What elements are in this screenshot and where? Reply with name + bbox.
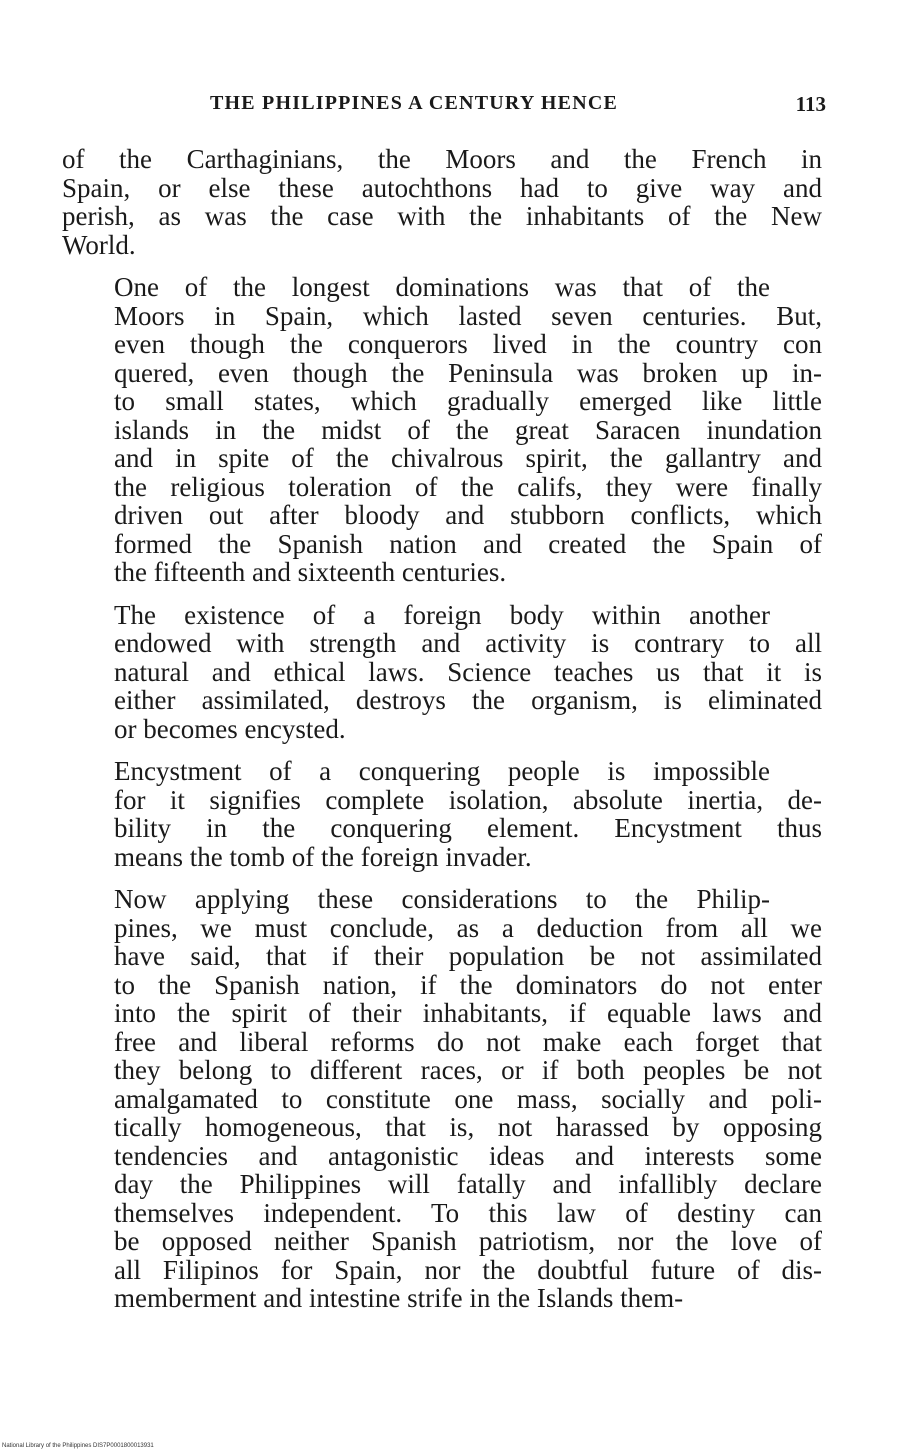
text-line: into the spirit of their inhabitants, if equable laws and (114, 998, 822, 1028)
text-line: perish, as was the case with the inhabitants of the New (62, 201, 822, 231)
text-line: the religious toleration of the califs, they were finally (114, 471, 822, 502)
text-line: Moors in Spain, which lasted seven centuries. But, (114, 300, 822, 331)
text-line: formed the Spanish nation and created the Spain of (114, 528, 822, 559)
text-line: World. (62, 229, 136, 260)
text-line: for it signifies complete isolation, absolute inertia, de- (114, 784, 822, 815)
text-line: to the Spanish nation, if the dominators do not enter (114, 969, 822, 1000)
paragraph-encystment (62, 757, 822, 871)
text-line: Spain, or else these autochthons had to give way and (62, 172, 822, 203)
text-line: Encystment of a conquering people is impossible (114, 756, 770, 786)
body-text (62, 145, 822, 1327)
text-line: be opposed neither Spanish patriotism, nor the love of (114, 1226, 822, 1256)
text-line: pines, we must conclude, as a deduction from all we (114, 912, 822, 943)
running-title: THE PHILIPPINES A CENTURY HENCE (210, 92, 619, 114)
text-line: themselves independent. To this law of destiny can (114, 1197, 822, 1228)
text-line: islands in the midst of the great Saracen inundation (114, 414, 822, 445)
paragraph-continuation (62, 145, 822, 259)
text-line: all Filipinos for Spain, nor the doubtful future of dis- (114, 1254, 822, 1285)
text-line: even though the conquerors lived in the country con (114, 329, 822, 359)
paragraph-moors (62, 273, 822, 587)
text-line: amalgamated to constitute one mass, socially and poli- (114, 1083, 822, 1114)
text-line: The existence of a foreign body within another (114, 599, 770, 630)
text-line: driven out after bloody and stubborn conflicts, which (114, 500, 822, 530)
page-header (60, 92, 826, 122)
text-line: day the Philippines will fatally and infallibly declare (114, 1169, 822, 1199)
paragraph-foreign-body (62, 601, 822, 744)
text-line: the fifteenth and sixteenth centuries. (114, 557, 507, 587)
text-line: they belong to different races, or if both peoples be not (114, 1055, 822, 1085)
text-line: Now applying these considerations to the Philip- (114, 884, 770, 914)
text-line: tically homogeneous, that is, not harassed by opposing (114, 1112, 822, 1142)
text-line: have said, that if their population be not assimilated (114, 941, 822, 971)
text-line: bility in the conquering element. Encystment thus (114, 813, 822, 843)
text-line: to small states, which gradually emerged like little (114, 386, 822, 416)
text-line: means the tomb of the foreign invader. (114, 841, 532, 872)
text-line: free and liberal reforms do not make each forget that (114, 1026, 822, 1057)
text-line: of the Carthaginians, the Moors and the French in (62, 144, 822, 174)
page-number: 113 (795, 92, 826, 116)
text-line: endowed with strength and activity is contrary to all (114, 628, 822, 658)
text-line: either assimilated, destroys the organism, is eliminated (114, 685, 822, 715)
text-line: One of the longest dominations was that of the (114, 272, 770, 302)
text-line: memberment and intestine strife in the Islands them- (114, 1283, 684, 1313)
paragraph-philippines (62, 885, 822, 1313)
text-line: or becomes encysted. (114, 713, 346, 744)
text-line: tendencies and antagonistic ideas and interests some (114, 1140, 822, 1171)
text-line: quered, even though the Peninsula was broken up in- (114, 357, 822, 388)
text-line: natural and ethical laws. Science teaches us that it is (114, 656, 822, 687)
text-line: and in spite of the chivalrous spirit, the gallantry and (114, 443, 822, 473)
digitization-credit: National Library of the Philippines DIS7P0001800013931 (2, 1443, 154, 1449)
